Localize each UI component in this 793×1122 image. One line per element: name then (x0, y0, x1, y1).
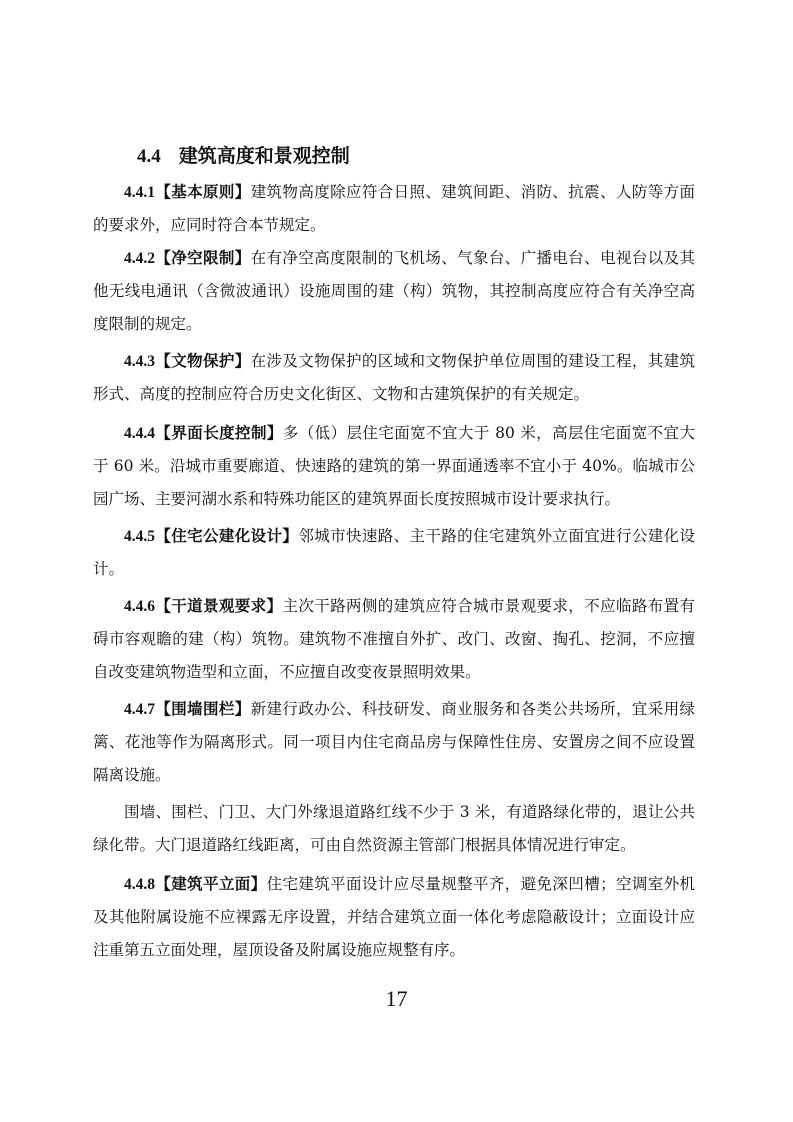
clause-tag: 【净空限制】 (155, 249, 251, 267)
clause-4-4-8 (93, 868, 695, 967)
clause-4-4-7 (93, 693, 695, 792)
clause-tag: 【干道景观要求】 (155, 597, 283, 615)
section-number: 4.4 (137, 146, 161, 167)
clause-text: 住宅建筑平面设计应尽量规整平齐，避免深凹槽；空调室外机及其他附属设施不应裸露无序设置，并结合建筑立面一体化考虑隐蔽设计；立面设计应注重第五立面处理，屋顶设备及附属设施应规整有序。 (93, 875, 695, 959)
clause-text: 建筑物高度除应符合日照、建筑间距、消防、抗震、人防等方面的要求外，应同时符合本节规定。 (93, 183, 695, 234)
clause-number: 4.4.2 (124, 250, 155, 267)
clause-tag: 【界面长度控制】 (155, 424, 283, 442)
page-number: 17 (385, 986, 408, 1011)
clause-number: 4.4.5 (124, 528, 155, 545)
clause-text: 在有净空高度限制的飞机场、气象台、广播电台、电视台以及其他无线电通讯（含微波通讯）设施周围的建（构）筑物，其控制高度应符合有关净空高度限制的规定。 (93, 249, 695, 333)
clause-4-4-4 (93, 417, 695, 516)
clause-number: 4.4.8 (124, 876, 155, 893)
clause-tag: 【基本原则】 (155, 183, 251, 201)
clause-number: 4.4.7 (124, 701, 155, 718)
clause-text: 邻城市快速路、主干路的住宅建筑外立面宜进行公建化设计。 (93, 527, 695, 578)
section-title-text: 建筑高度和景观控制 (178, 145, 350, 167)
clause-4-4-5 (93, 520, 695, 586)
clause-number: 4.4.4 (124, 425, 155, 442)
clause-tag: 【围墙围栏】 (155, 700, 251, 718)
clause-4-4-1 (93, 176, 695, 242)
clause-4-4-2 (93, 242, 695, 341)
clause-number: 4.4.1 (124, 184, 155, 201)
clause-4-4-7-continued (93, 796, 695, 862)
clause-text: 主次干路两侧的建筑应符合城市景观要求，不应临路布置有碍市容观瞻的建（构）筑物。建筑物不准擅自外扩、改门、改窗、掏孔、挖洞，不应擅自改变建筑物造型和立面，不应擅自改变夜景照明效果。 (93, 597, 695, 681)
clause-tag: 【文物保护】 (155, 352, 251, 370)
clause-4-4-3 (93, 345, 695, 411)
clause-tag: 【建筑平立面】 (155, 875, 267, 893)
clause-text: 围墙、围栏、门卫、大门外缘退道路红线不少于 3 米，有道路绿化带的，退让公共绿化带。大门退道路红线距离，可由自然资源主管部门根据具体情况进行审定。 (93, 803, 695, 854)
clause-number: 4.4.3 (124, 353, 155, 370)
clause-tag: 【住宅公建化设计】 (155, 527, 299, 545)
clause-text: 多（低）层住宅面宽不宜大于 80 米，高层住宅面宽不宜大于 60 米。沿城市重要廊道、快速路的建筑的第一界面通透率不宜小于 40%。临城市公园广场、主要河湖水系和特殊功能区的建筑界面长度按照城市设计要求执行。 (93, 424, 695, 508)
clause-text: 新建行政办公、科技研发、商业服务和各类公共场所，宜采用绿篱、花池等作为隔离形式。同一项目内住宅商品房与保障性住房、安置房之间不应设置隔离设施。 (93, 700, 695, 784)
section-heading (137, 142, 350, 171)
clause-number: 4.4.6 (124, 598, 155, 615)
clause-text: 在涉及文物保护的区域和文物保护单位周围的建设工程，其建筑形式、高度的控制应符合历史文化街区、文物和古建筑保护的有关规定。 (93, 352, 695, 403)
clause-4-4-6 (93, 590, 695, 689)
